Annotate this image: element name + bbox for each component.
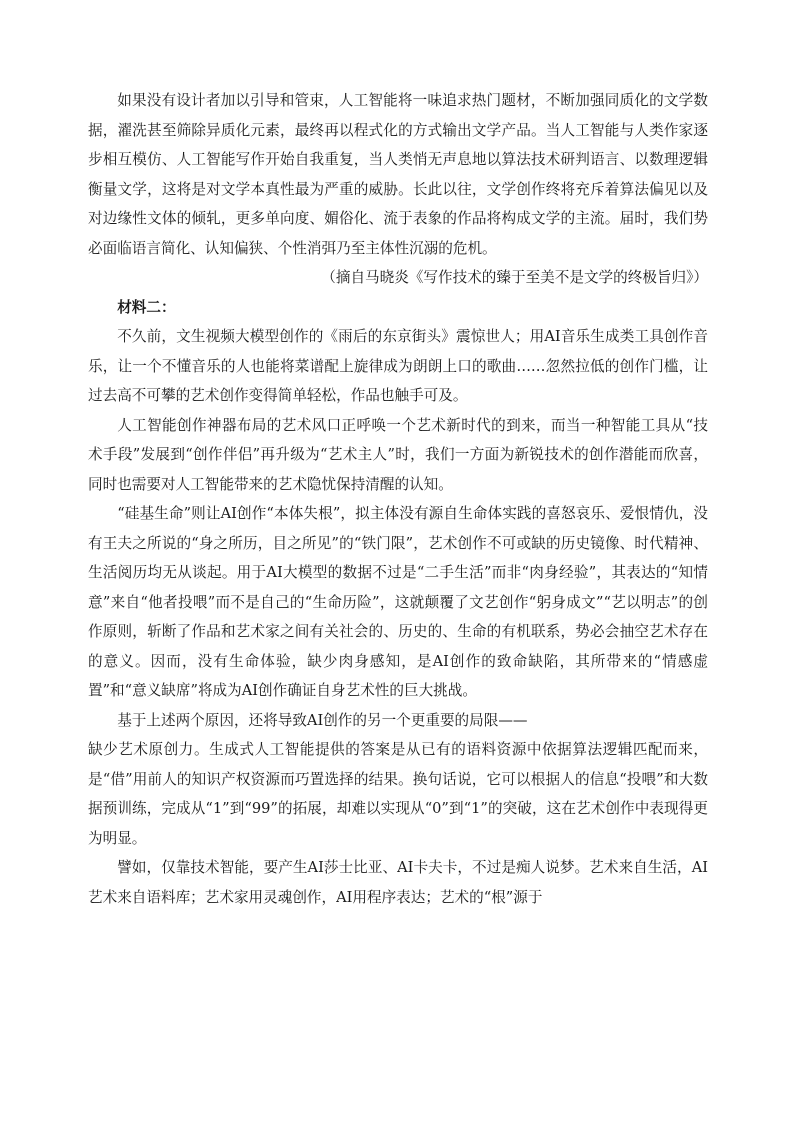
section-heading-material-2: 材料二：	[117, 298, 176, 316]
paragraph-4: “硅基生命”则让AI创作“本体失根”，拟主体没有源自生命体实践的喜怒哀乐、爱恨情仇，没有王夫之所说的“身之所历，目之所见”的“铁门限”，艺术创作不可或缺的历史镜像、时代精神、生活阅历均无从谈起。用于AI大模型的数据不过是“二手生活”而非“肉身经验”，其表达的“知情意”来自“他者投喂”而不是自己的“生命历险”，这就颠覆了文艺创作“躬身成文”“艺以明志”的创作原则，斩断了作品和艺术家之间有关社会的、历史的、生命的有机联系，势必会抽空艺术存在的意义。因而，没有生命体验，缺少肉身感知，是AI创作的致命缺陷，其所带来的“情感虚置”和“意义缺席”将成为AI创作确证自身艺术性的巨大挑战。	[88, 505, 708, 699]
paragraph-3: 人工智能创作神器布局的艺术风口正呼唤一个艺术新时代的到来，而当一种智能工具从“技术手段”发展到“创作伴侣”再升级为“艺术主人”时，我们一方面为新锐技术的创作潜能而欣喜，同时也需要对人工智能带来的艺术隐忧保持清醒的认知。	[88, 416, 708, 493]
paragraph-1: 如果没有设计者加以引导和管束，人工智能将一味追求热门题材，不断加强同质化的文学数据，濯洗甚至筛除异质化元素，最终再以程式化的方式输出文学产品。当人工智能与人类作家逐步相互模仿、人工智能写作开始自我重复，当人类悄无声息地以算法技术研判语言、以数理逻辑衡量文学，这将是对文学本真性最为严重的威胁。长此以往，文学创作终将充斥着算法偏见以及对边缘性文体的倾轧，更多单向度、媚俗化、流于表象的作品将构成文学的主流。届时，我们势必面临语言简化、认知偏狭、个性消弭乃至主体性沉溺的危机。	[88, 92, 708, 257]
document-page	[88, 86, 708, 912]
source-citation: （摘自马晓炎《写作技术的臻于至美不是文学的终极旨归》）	[321, 269, 708, 286]
paragraph-6: 譬如，仅靠技术智能，要产生AI莎士比亚、AI卡夫卡，不过是痴人说梦。艺术来自生活，AI艺术来自语料库；艺术家用灵魂创作，AI用程序表达；艺术的“根”源于	[88, 859, 708, 906]
paragraph-5-body: 缺少艺术原创力。生成式人工智能提供的答案是从已有的语料资源中依据算法逻辑匹配而来，是“借”用前人的知识产权资源而巧置选择的结果。换句话说，它可以根据人的信息“投喂”和大数据预训练，完成从“1”到“99”的拓展，却难以实现从“0”到“1”的突破，这在艺术创作中表现得更为明显。	[88, 741, 708, 847]
paragraph-5-lead: 基于上述两个原因，还将导致AI创作的另一个更重要的局限——	[117, 711, 528, 729]
paragraph-2: 不久前，文生视频大模型创作的《雨后的东京街头》震惊世人；用AI音乐生成类工具创作音乐，让一个不懂音乐的人也能将菜谱配上旋律成为朗朗上口的歌曲……忽然拉低的创作门槛，让过去高不可攀的艺术创作变得简单轻松，作品也触手可及。	[88, 328, 708, 404]
